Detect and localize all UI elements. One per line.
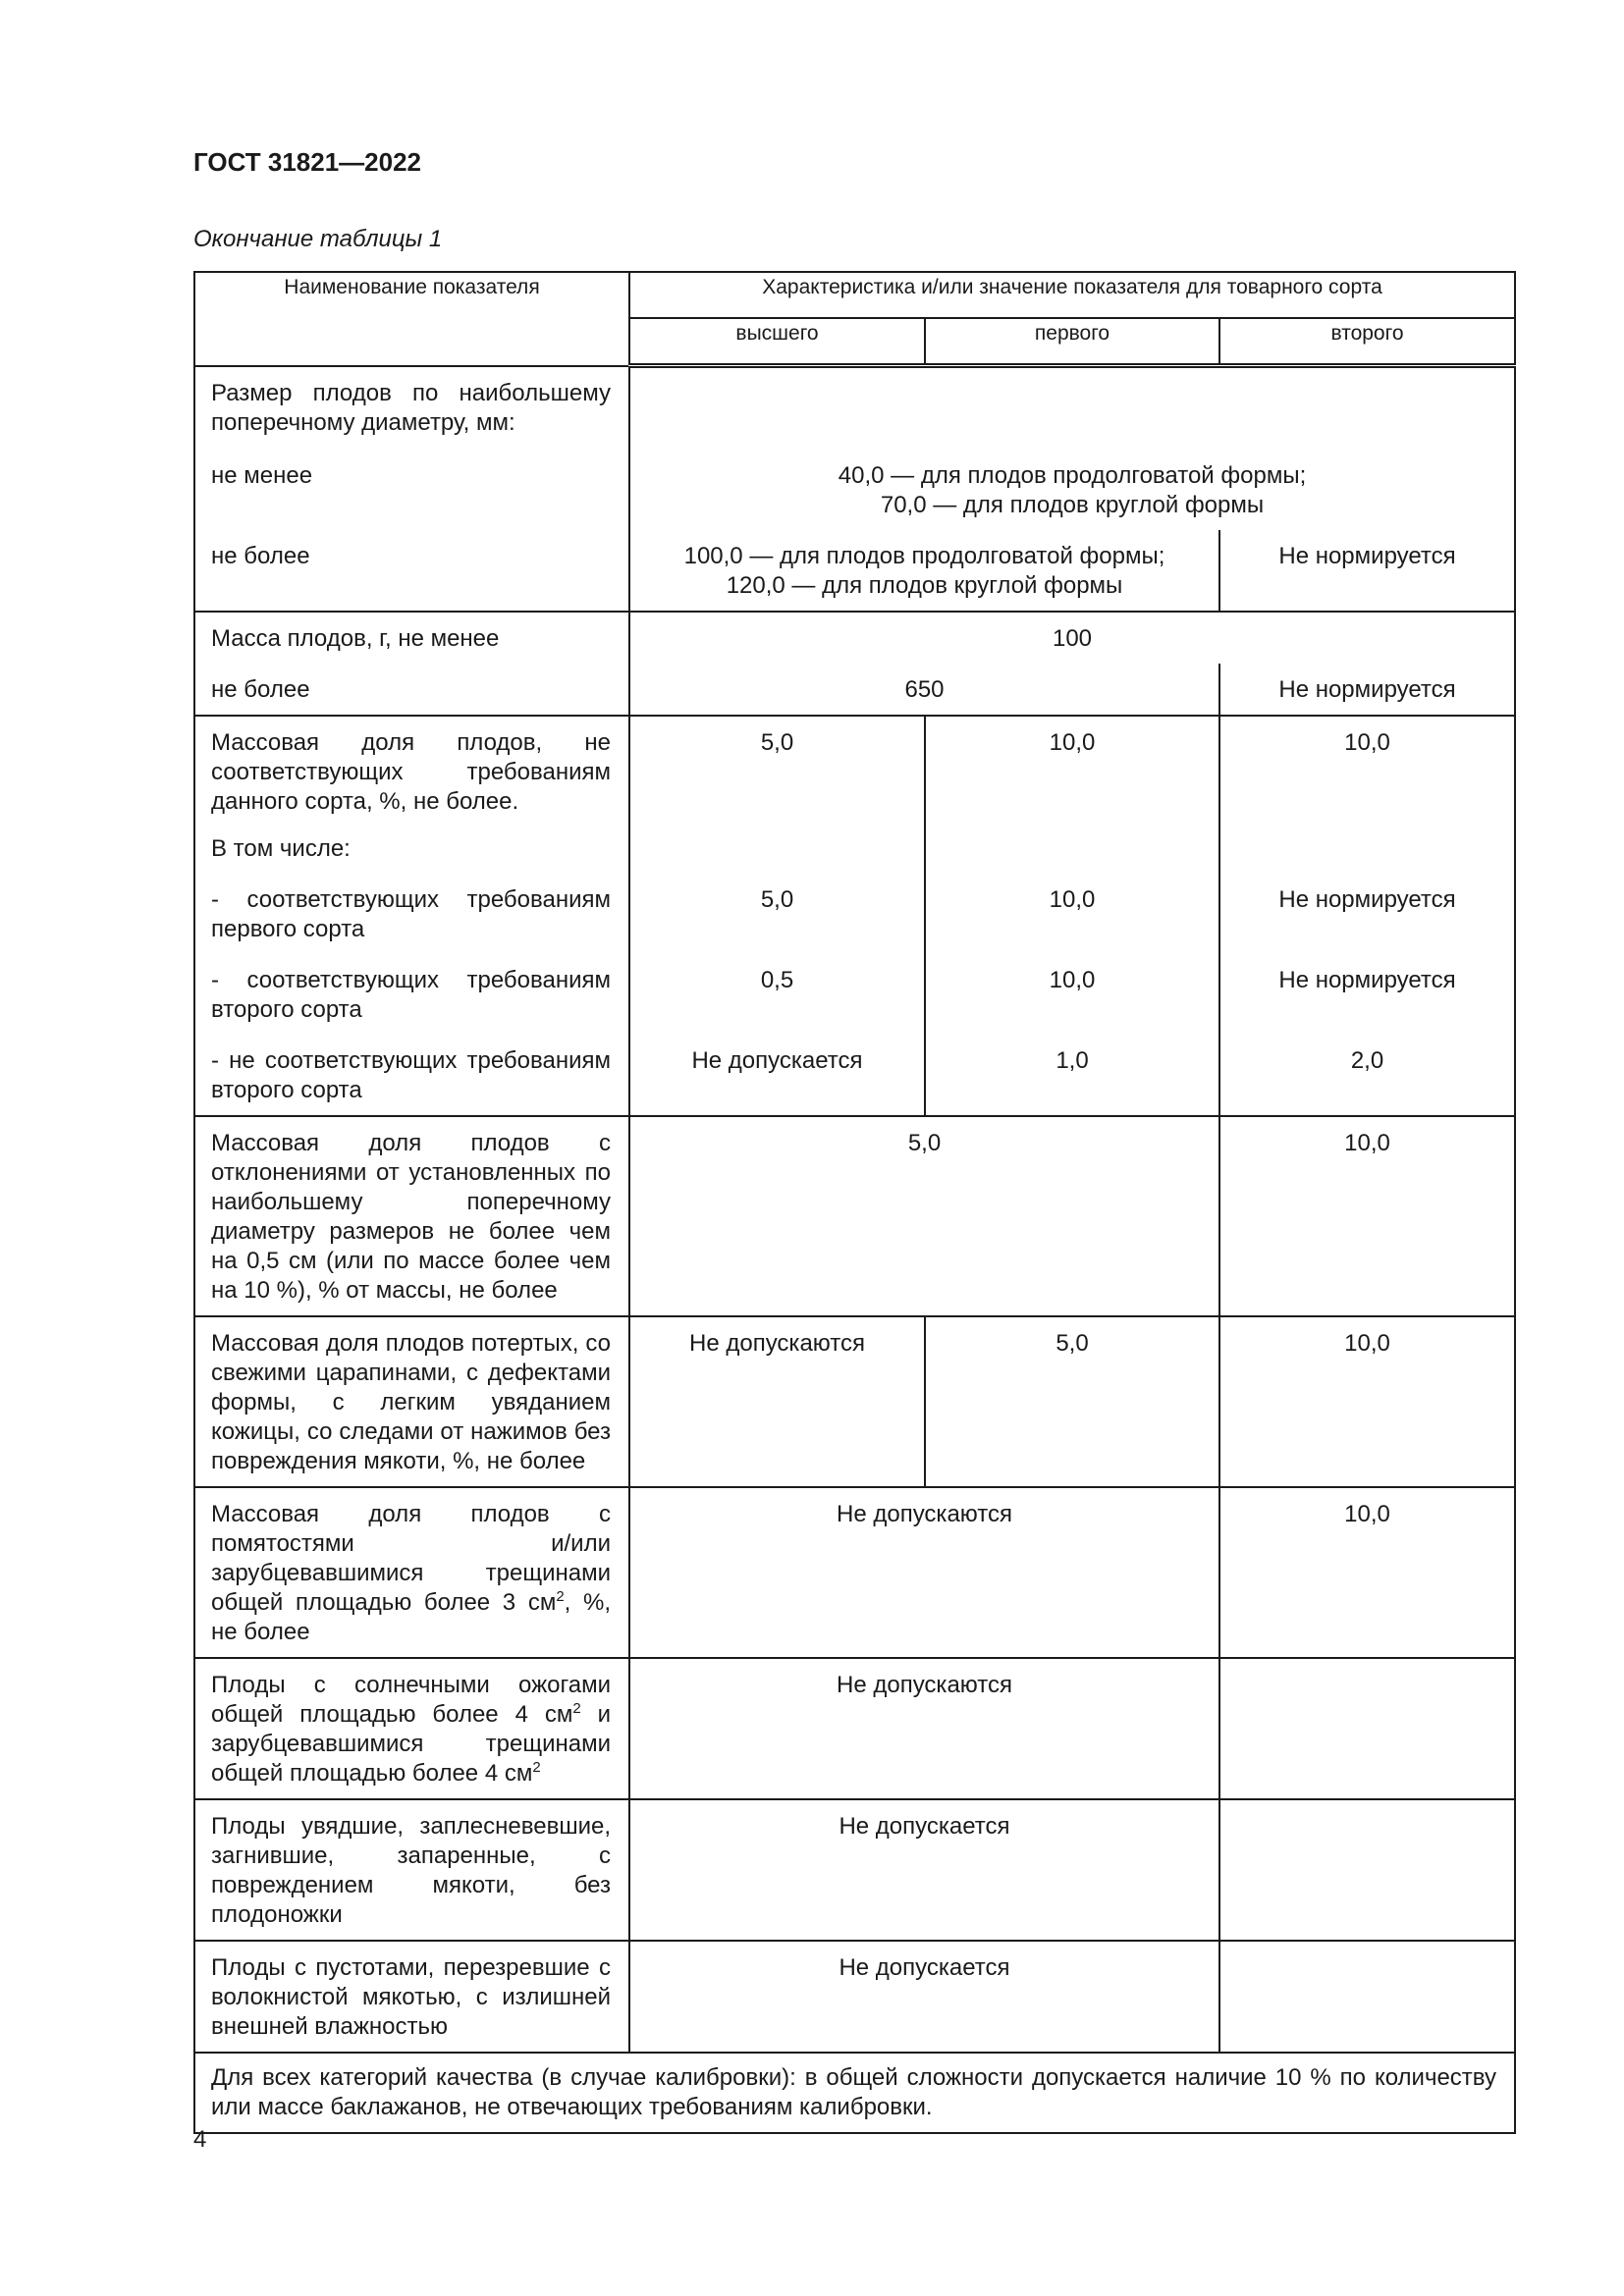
sub3-value-second: 2,0 xyxy=(1219,1035,1515,1116)
sub3-value-highest: Не допускается xyxy=(629,1035,925,1116)
nonconforming-value-highest: 5,0 xyxy=(629,716,925,874)
size-max-label: не более xyxy=(194,530,629,612)
header-grade-group: Характеристика и/или значение показателя для товарного сорта xyxy=(629,272,1515,318)
header-indicator-name: Наименование показателя xyxy=(194,272,629,366)
size-min-value-line1: 40,0 — для плодов продолговатой формы; xyxy=(838,461,1307,489)
row-size-max xyxy=(194,530,1515,612)
bruised-sup: 2 xyxy=(556,1587,565,1605)
quality-table xyxy=(193,271,1516,2134)
scratched-value-first: 5,0 xyxy=(925,1316,1219,1487)
mass-min-value: 100 xyxy=(629,612,1515,664)
row-bruised xyxy=(194,1487,1515,1658)
size-max-value-line1: 100,0 — для плодов продолговатой формы; xyxy=(683,542,1165,569)
bruised-name-b: , %, не более xyxy=(211,1588,612,1645)
sub2-value-second: Не нормируется xyxy=(1219,954,1515,1035)
hollow-value-12: Не допускается xyxy=(629,1941,1219,2053)
bruised-name-a: Массовая доля плодов с помятостями и/или зарубцевавшимися трещинами общей площадью более 3 см xyxy=(211,1500,611,1616)
size-max-value-third: Не нормируется xyxy=(1219,530,1515,612)
sunburn-sup-1: 2 xyxy=(572,1699,581,1717)
wilted-name: Плоды увядшие, заплесневевшие, загнившие, запаренные, с повреждением мякоти, без плодоножки xyxy=(194,1799,629,1941)
size-min-label: не менее xyxy=(194,450,629,530)
sunburn-name-b: и зарубцевавшимися трещинами общей площадью более 4 см xyxy=(211,1700,611,1787)
scratched-name: Массовая доля плодов потертых, со свежими царапинами, с дефектами формы, с легким увяданием кожицы, со следами от нажимов без повреждения мякоти, %, не более xyxy=(194,1316,629,1487)
mass-max-value: 650 xyxy=(629,664,1219,716)
sub2-value-first: 10,0 xyxy=(925,954,1219,1035)
sunburn-name xyxy=(194,1658,629,1799)
row-scratched xyxy=(194,1316,1515,1487)
bruised-name xyxy=(194,1487,629,1658)
sub3-label: - не соответствующих требованиям второго сорта xyxy=(194,1035,629,1116)
sub1-value-highest: 5,0 xyxy=(629,874,925,954)
size-name: Размер плодов по наибольшему поперечному диаметру, мм: xyxy=(194,366,629,450)
header-grade-highest: высшего xyxy=(629,318,925,366)
header-grade-first: первого xyxy=(925,318,1219,366)
sunburn-name-a: Плоды с солнечными ожогами общей площадью более 4 см xyxy=(211,1671,611,1728)
mass-min-label: Масса плодов, г, не менее xyxy=(194,612,629,664)
table-caption: Окончание таблицы 1 xyxy=(193,226,443,252)
wilted-value-3 xyxy=(1219,1799,1515,1941)
row-size xyxy=(194,366,1515,450)
sunburn-sup-2: 2 xyxy=(532,1758,541,1776)
nonconforming-value-first: 10,0 xyxy=(925,716,1219,874)
sub1-value-first: 10,0 xyxy=(925,874,1219,954)
hollow-name: Плоды с пустотами, перезревшие с волокнистой мякотью, с излишней внешней влажностью xyxy=(194,1941,629,2053)
row-wilted xyxy=(194,1799,1515,1941)
scratched-value-second: 10,0 xyxy=(1219,1316,1515,1487)
size-max-value-line2: 120,0 — для плодов круглой формы xyxy=(726,571,1123,599)
nonconforming-value-second: 10,0 xyxy=(1219,716,1515,874)
row-nonconforming-sub-1 xyxy=(194,874,1515,954)
sub2-label: - соответствующих требованиям второго сорта xyxy=(194,954,629,1035)
header-grade-second: второго xyxy=(1219,318,1515,366)
row-footnote xyxy=(194,2053,1515,2133)
row-mass-max xyxy=(194,664,1515,716)
size-max-value xyxy=(629,530,1219,612)
bruised-value-12: Не допускаются xyxy=(629,1487,1219,1658)
document-header: ГОСТ 31821—2022 xyxy=(193,147,421,177)
bruised-value-3: 10,0 xyxy=(1219,1487,1515,1658)
nonconforming-name-text: Массовая доля плодов, не соответствующих требованиям данного сорта, %, не более. xyxy=(211,728,611,815)
row-nonconforming xyxy=(194,716,1515,874)
row-nonconforming-sub-2 xyxy=(194,954,1515,1035)
deviation-name: Массовая доля плодов с отклонениями от установленных по наибольшему поперечному диаметру размеров не более чем на 0,5 см (или по массе более чем на 10 %), % от массы, не более xyxy=(194,1116,629,1316)
deviation-value-12: 5,0 xyxy=(629,1116,1219,1316)
row-deviation xyxy=(194,1116,1515,1316)
row-nonconforming-sub-3 xyxy=(194,1035,1515,1116)
size-min-value-line2: 70,0 — для плодов круглой формы xyxy=(880,491,1265,518)
wilted-value-12: Не допускается xyxy=(629,1799,1219,1941)
page-number: 4 xyxy=(193,2126,207,2153)
row-size-min xyxy=(194,450,1515,530)
nonconforming-name xyxy=(194,716,629,874)
hollow-value-3 xyxy=(1219,1941,1515,2053)
row-hollow xyxy=(194,1941,1515,2053)
sunburn-value-3 xyxy=(1219,1658,1515,1799)
size-min-value xyxy=(629,450,1515,530)
sunburn-value-12: Не допускаются xyxy=(629,1658,1219,1799)
nonconforming-including: В том числе: xyxy=(211,834,351,862)
sub2-value-highest: 0,5 xyxy=(629,954,925,1035)
sub1-value-second: Не нормируется xyxy=(1219,874,1515,954)
table-footnote: Для всех категорий качества (в случае калибровки): в общей сложности допускается наличие 10 % по количеству или массе баклажанов, не отвечающих требованиям калибровки. xyxy=(194,2053,1515,2133)
sub1-label: - соответствующих требованиям первого сорта xyxy=(194,874,629,954)
row-mass-min xyxy=(194,612,1515,664)
size-empty xyxy=(629,366,1515,450)
table-header-row xyxy=(194,272,1515,318)
scratched-value-highest: Не допускаются xyxy=(629,1316,925,1487)
row-sunburn xyxy=(194,1658,1515,1799)
mass-max-value-third: Не нормируется xyxy=(1219,664,1515,716)
mass-max-label: не более xyxy=(194,664,629,716)
sub3-value-first: 1,0 xyxy=(925,1035,1219,1116)
deviation-value-3: 10,0 xyxy=(1219,1116,1515,1316)
